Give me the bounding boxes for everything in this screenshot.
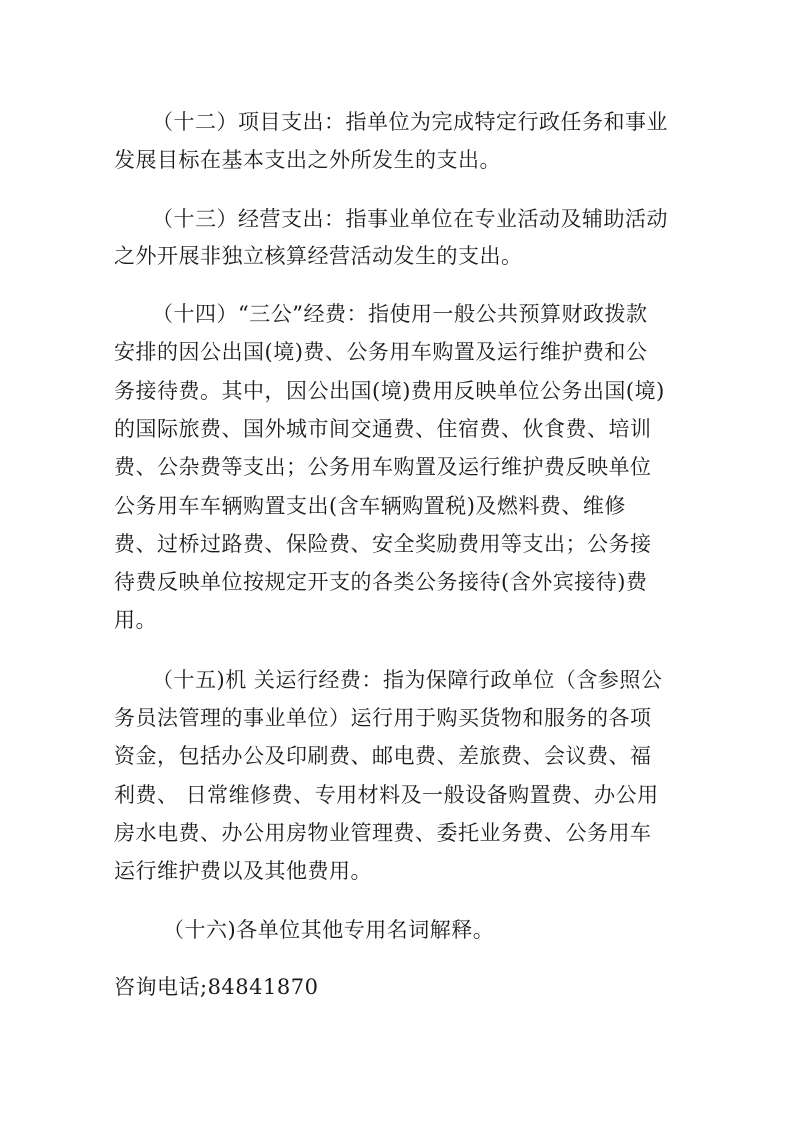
paragraph-line: （十二）项目支出：指单位为完成特定行政任务和事业 — [152, 110, 668, 134]
paragraph-line: 运行维护费以及其他费用。 — [114, 859, 372, 883]
paragraph-line: 之外开展非独立核算经营活动发生的支出。 — [114, 244, 523, 268]
paragraph-line: 务接待费。其中，因公出国(境)费用反映单位公务出国(境) — [114, 379, 665, 403]
paragraph-line: 务员法管理的事业单位）运行用于购买货物和服务的各项 — [114, 706, 652, 730]
paragraph-line: 安排的因公出国(境)费、公务用车购置及运行维护费和公 — [114, 340, 648, 364]
paragraph-line: 利费、 日常维修费、专用材料及一般设备购置费、办公用 — [114, 783, 659, 807]
paragraph-line: 公务用车车辆购置支出(含车辆购置税)及燃料费、维修 — [114, 494, 626, 518]
paragraph-line: 资金，包括办公及印刷费、邮电费、差旅费、会议费、福 — [114, 744, 652, 768]
paragraph-line: 房水电费、办公用房物业管理费、委托业务费、公务用车 — [114, 821, 652, 845]
paragraph-line: 发展目标在基本支出之外所发生的支出。 — [114, 148, 501, 172]
paragraph-line: （十三）经营支出：指事业单位在专业活动及辅助活动 — [152, 207, 668, 231]
paragraph-line: 费、过桥过路费、保险费、安全奖励费用等支出；公务接 — [114, 532, 652, 556]
contact-phone: 咨询电话;84841870 — [114, 975, 319, 999]
paragraph-line: （十六)各单位其他专用名词解释。 — [163, 918, 495, 942]
paragraph-line: 用。 — [114, 608, 157, 632]
paragraph-line: （十五)机 关运行经费：指为保障行政单位（含参照公 — [152, 668, 663, 692]
paragraph-line: （十四）“三公”经费：指使用一般公共预算财政拨款 — [152, 302, 648, 326]
paragraph-line: 的国际旅费、国外城市间交通费、住宿费、伙食费、培训 — [114, 417, 652, 441]
paragraph-line: 待费反映单位按规定开支的各类公务接待(含外宾接待)费 — [114, 570, 648, 594]
paragraph-line: 费、公杂费等支出；公务用车购置及运行维护费反映单位 — [114, 455, 652, 479]
